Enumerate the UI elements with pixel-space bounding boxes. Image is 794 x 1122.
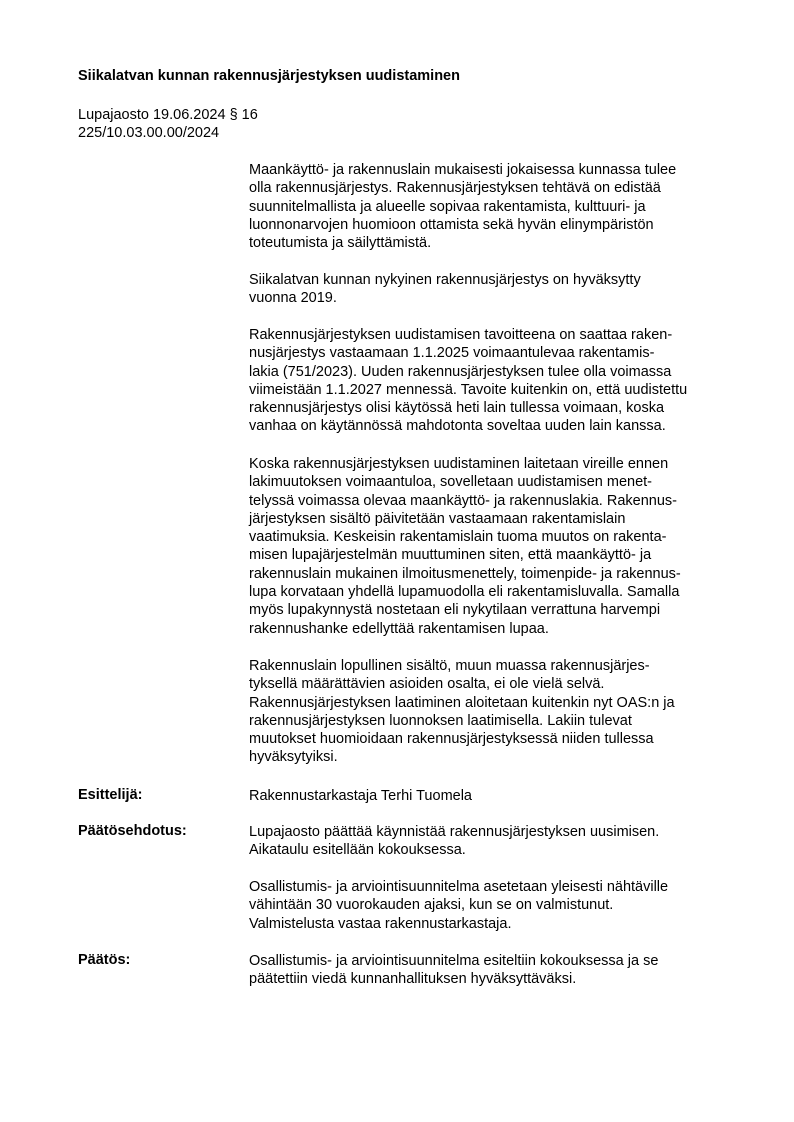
paragraph-line: misen lupajärjestelmän muuttuminen siten, että maankäyttö- ja [249, 547, 652, 564]
intro-paragraph-4 [249, 455, 749, 638]
paragraph-line: viimeistään 1.1.2027 mennessä. Tavoite kuitenkin on, että uudistettu [249, 381, 688, 398]
paragraph-line: Valmistelusta vastaa rakennustarkastaja. [249, 915, 512, 932]
paragraph-line: lupa korvataan yhdellä lupamuodolla eli rakentamisluvalla. Samalla [249, 584, 680, 601]
paragraph-line: lakia (751/2023). Uuden rakennusjärjestyksen tulee olla voimassa [249, 363, 672, 380]
paragraph-line: vuonna 2019. [249, 290, 337, 307]
paragraph-line: Rakennusjärjestyksen laatiminen aloitetaan kuitenkin nyt OAS:n ja [249, 694, 675, 711]
paragraph-line: tyksellä määrättävien asioiden osalta, ei ole vielä selvä. [249, 676, 605, 693]
paragraph-line: toteutumista ja säilyttämistä. [249, 235, 432, 252]
paragraph-line: vaatimuksia. Keskeisin rakentamislain tuoma muutos on rakenta- [249, 529, 667, 546]
paragraph-line: Aikataulu esitellään kokouksessa. [249, 842, 466, 859]
intro-paragraph-3 [249, 326, 749, 436]
proposal-paragraph-1 [249, 823, 749, 860]
paragraph-line: Rakennuslain lopullinen sisältö, muun muassa rakennusjärjes- [249, 658, 650, 674]
paragraph-line: rakennushanke edellyttää rakentamisen lupaa. [249, 620, 549, 637]
paragraph-line: myös lupakynnystä nostetaan eli nykytilaan verrattuna harvempi [249, 602, 661, 619]
proposal-label: Päätösehdotus: [78, 823, 187, 839]
presenter-label: Esittelijä: [78, 787, 143, 803]
paragraph-line: hyväksytyiksi. [249, 749, 338, 766]
intro-paragraph-1 [249, 161, 749, 252]
paragraph-line: rakennuslain mukainen ilmoitusmenettely, toimenpide- ja rakennus- [249, 565, 681, 582]
paragraph-line: Lupajaosto päättää käynnistää rakennusjärjestyksen uusimisen. [249, 824, 660, 840]
paragraph-line: rakennusjärjestys olisi käytössä heti lain tullessa voimaan, koska [249, 400, 665, 417]
paragraph-line: järjestyksen sisältö päivitetään vastaamaan rakentamislain [249, 510, 626, 527]
intro-paragraph-2 [249, 271, 749, 308]
paragraph-line: suunnitelmallista ja alueelle sopivaa rakentamista, kulttuuri- ja [249, 198, 646, 215]
meeting-reference: Lupajaosto 19.06.2024 § 16 [78, 107, 258, 123]
intro-paragraph-5 [249, 657, 749, 767]
paragraph-line: vanhaa on käytännössä mahdotonta soveltaa uuden lain kanssa. [249, 418, 666, 435]
paragraph-line: Koska rakennusjärjestyksen uudistaminen laitetaan vireille ennen [249, 456, 669, 472]
paragraph-line: päätettiin viedä kunnanhallituksen hyväksyttäväksi. [249, 971, 577, 988]
paragraph-line: muutokset huomioidaan rakennusjärjestyksessä niiden tullessa [249, 731, 654, 748]
decision-label: Päätös: [78, 952, 131, 968]
paragraph-line: Rakennusjärjestyksen uudistamisen tavoitteena on saattaa raken- [249, 327, 673, 343]
record-number: 225/10.03.00.00/2024 [78, 125, 220, 141]
paragraph-line: vähintään 30 vuorokauden ajaksi, kun se on valmistunut. [249, 897, 614, 914]
paragraph-line: telyssä voimassa olevaa maankäyttö- ja rakennuslakia. Rakennus- [249, 492, 677, 509]
paragraph-line: Siikalatvan kunnan nykyinen rakennusjärjestys on hyväksytty [249, 272, 641, 288]
paragraph-line: Rakennustarkastaja Terhi Tuomela [249, 788, 472, 804]
paragraph-line: Osallistumis- ja arviointisuunnitelma asetetaan yleisesti nähtäville [249, 879, 669, 895]
paragraph-line: olla rakennusjärjestys. Rakennusjärjestyksen tehtävä on edistää [249, 180, 661, 197]
paragraph-line: nusjärjestys vastaamaan 1.1.2025 voimaantulevaa rakentamis- [249, 345, 655, 362]
presenter-value [249, 787, 749, 805]
paragraph-line: Maankäyttö- ja rakennuslain mukaisesti jokaisessa kunnassa tulee [249, 162, 677, 178]
document-title: Siikalatvan kunnan rakennusjärjestyksen uudistaminen [78, 68, 460, 84]
paragraph-line: lakimuutoksen voimaantuloa, sovelletaan uudistamisen menet- [249, 474, 652, 491]
paragraph-line: luonnonarvojen huomioon ottamista sekä hyvän elinympäristön [249, 216, 654, 233]
decision-paragraph [249, 952, 749, 989]
paragraph-line: rakennusjärjestyksen luonnoksen laatimisella. Lakiin tulevat [249, 712, 632, 729]
proposal-paragraph-2 [249, 878, 749, 933]
paragraph-line: Osallistumis- ja arviointisuunnitelma esiteltiin kokouksessa ja se [249, 953, 659, 969]
